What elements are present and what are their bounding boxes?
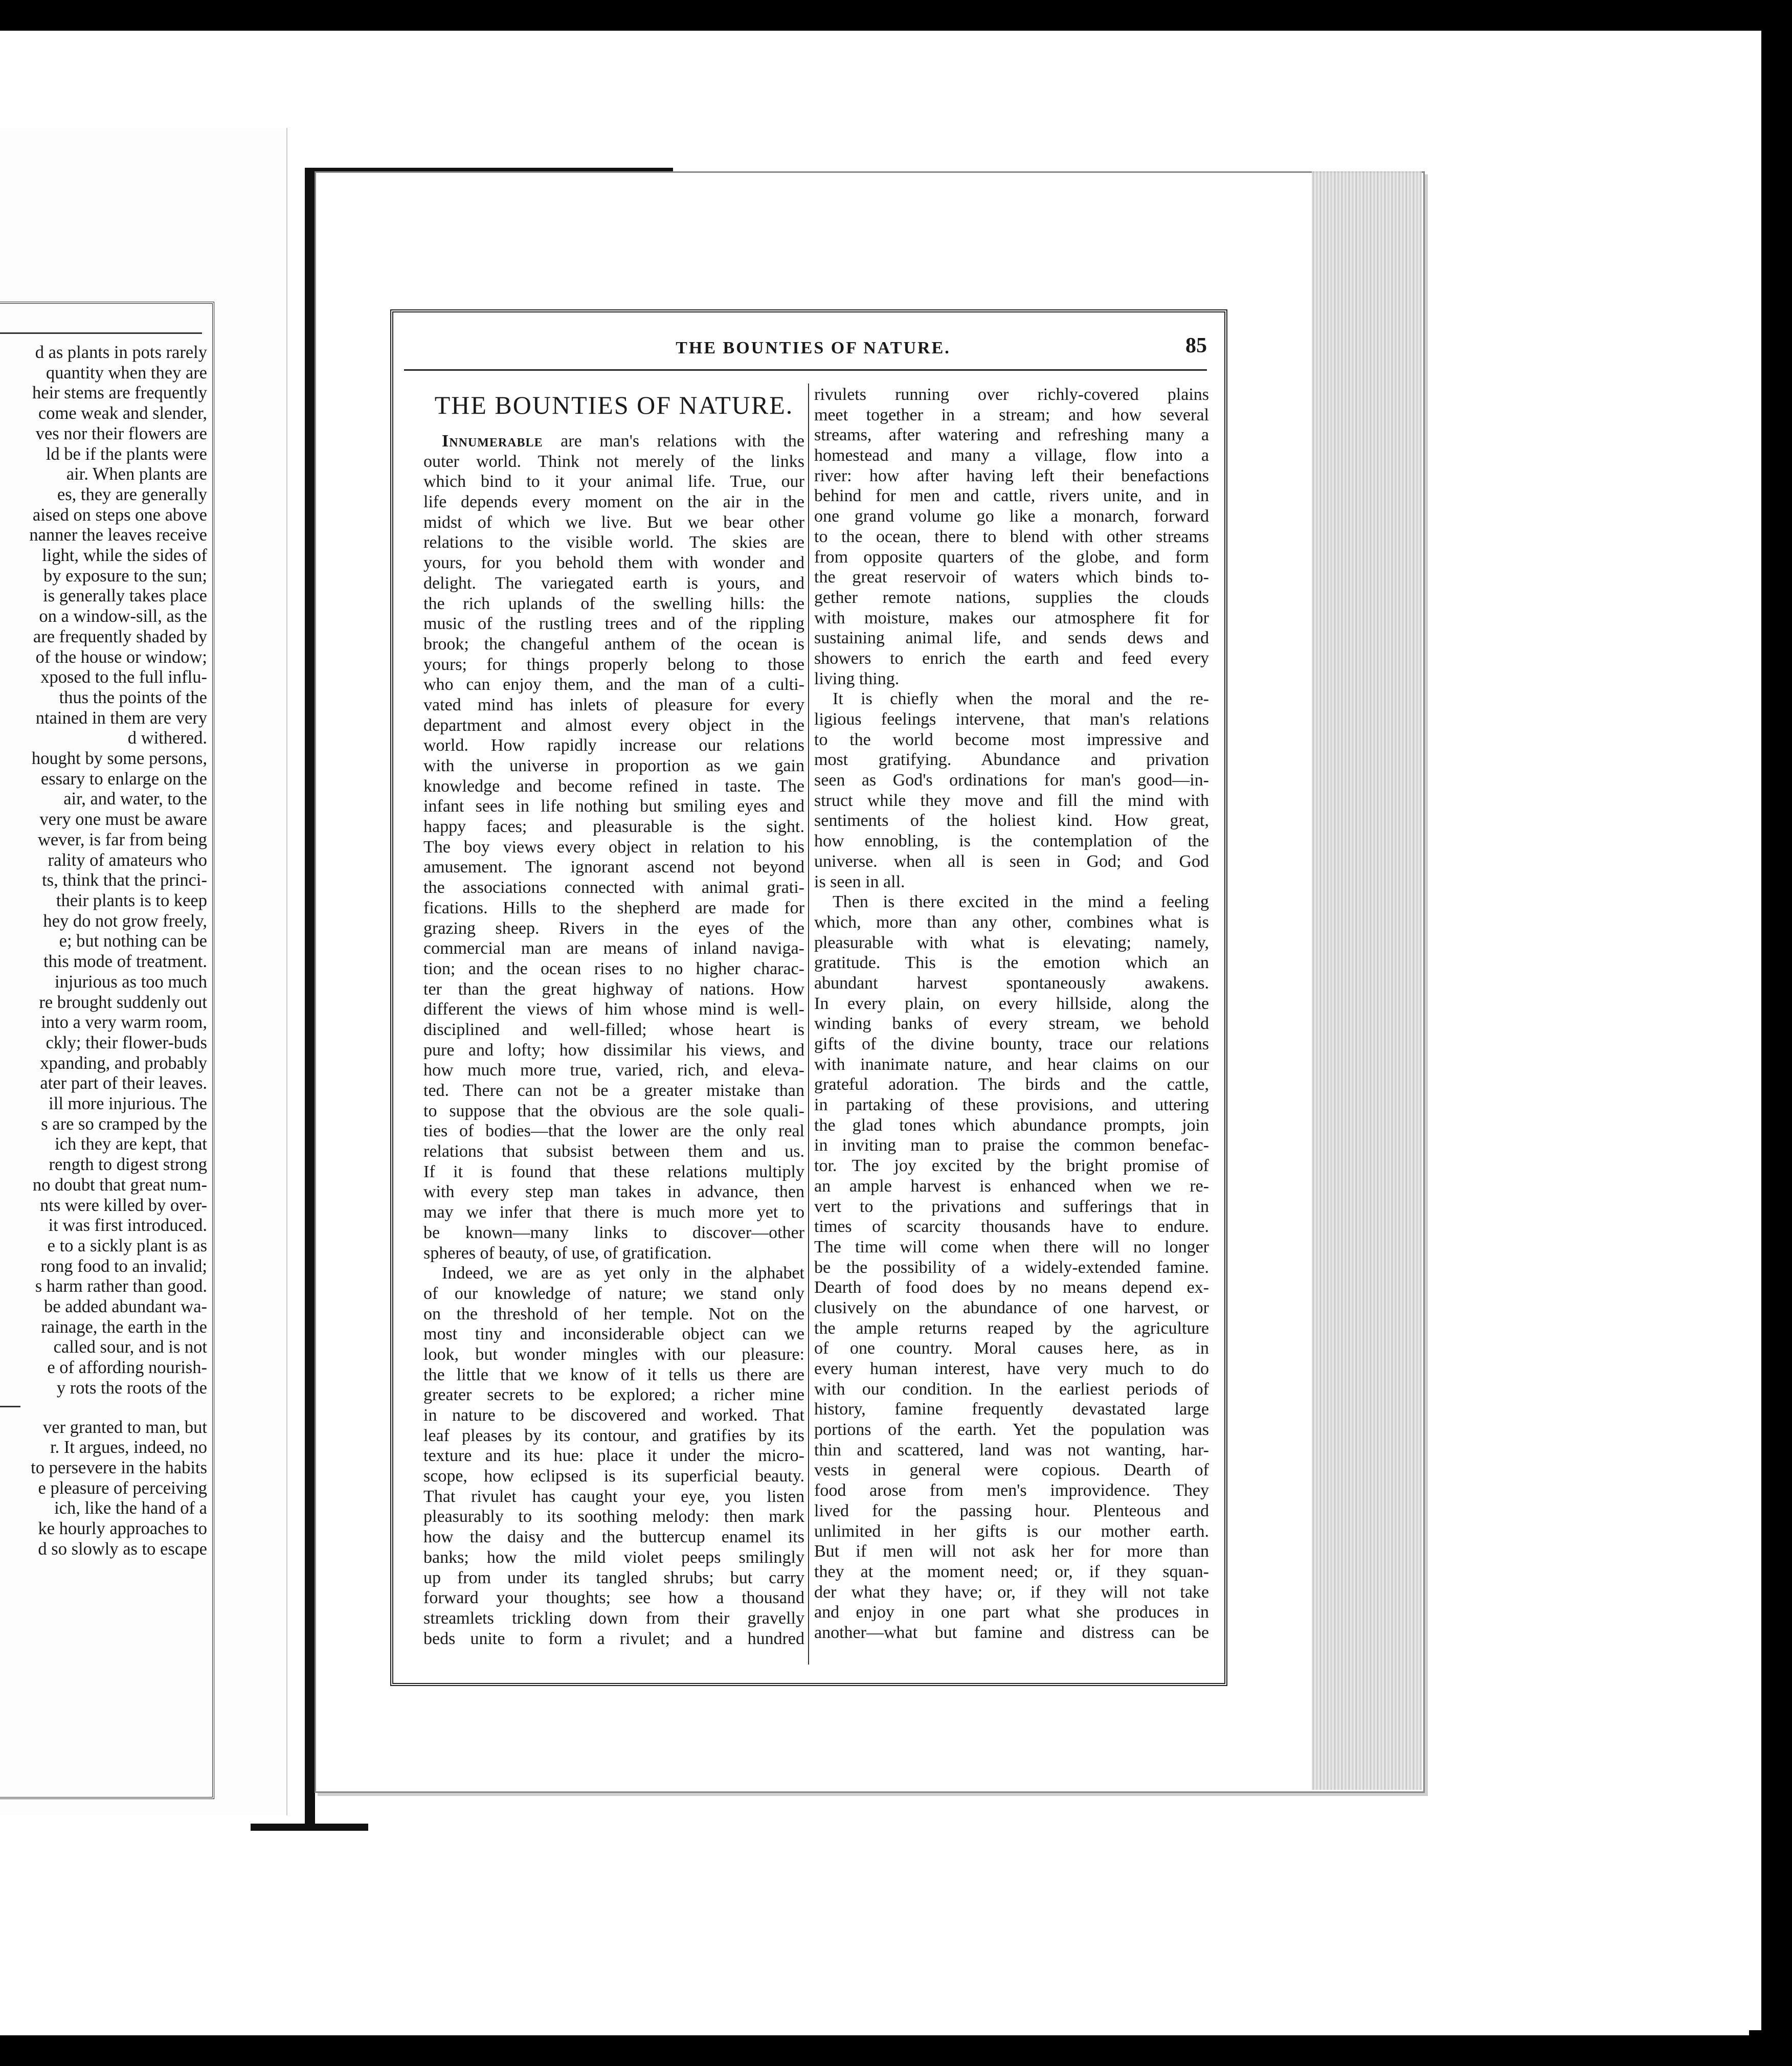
- text-line: times of scarcity thousands have to endure.: [814, 1217, 1209, 1237]
- text-line: sentiments of the holiest kind. How great,: [814, 811, 1209, 830]
- text-line: to persevere in the habits: [31, 1457, 207, 1477]
- text-line: called sour, and is not: [53, 1337, 207, 1357]
- text-line: d withered.: [127, 728, 207, 748]
- text-line: disciplined and well-filled; whose heart is: [423, 1020, 804, 1039]
- text-line: they at the moment need; or, if they squan-: [814, 1562, 1209, 1581]
- text-line: rality of amateurs who: [48, 850, 207, 870]
- text-line: vests in general were copious. Dearth of: [814, 1461, 1209, 1480]
- text-line: If it is found that these relations multiply: [423, 1162, 804, 1181]
- text-line: music of the rustling trees and of the rippling: [423, 614, 804, 634]
- text-line: lived for the passing hour. Plenteous and: [814, 1501, 1209, 1520]
- text-line: pleasurable with what is elevating; namely,: [814, 933, 1209, 952]
- text-line: relations to the visible world. The skies are: [423, 533, 804, 552]
- text-line: the rich uplands of the swelling hills: the: [423, 594, 804, 613]
- text-line: In every plain, on every hillside, along the: [814, 994, 1209, 1013]
- text-line: portions of the earth. Yet the population was: [814, 1420, 1209, 1440]
- facing-page-text-column: [0, 343, 207, 1785]
- text-line: is seen in all.: [814, 872, 905, 891]
- text-line: most gratifying. Abundance and privation: [814, 750, 1209, 770]
- text-line: leaf pleases by its contour, and gratifies by its: [423, 1426, 804, 1445]
- facing-page-left: [0, 128, 287, 1815]
- scan-border-top: [0, 0, 1792, 31]
- facing-page-head-rule: [0, 332, 202, 334]
- scan-border-bottom: [0, 2035, 1792, 2066]
- text-line: grateful adoration. The birds and the cattle,: [814, 1075, 1209, 1094]
- text-line: from opposite quarters of the globe, and form: [814, 547, 1209, 567]
- text-line: amusement. The ignorant ascend not beyond: [423, 858, 804, 877]
- text-line: pleasurably to its soothing melody: then mark: [423, 1507, 804, 1526]
- text-line: ts, think that the princi-: [42, 870, 207, 890]
- text-line: which bind to it your animal life. True, our: [423, 472, 804, 491]
- text-line: grazing sheep. Rivers in the eyes of the: [423, 918, 804, 938]
- text-line: thus the points of the: [59, 687, 207, 707]
- text-line: ich they are kept, that: [55, 1134, 207, 1154]
- lead-word: Innumerable: [442, 432, 543, 451]
- text-line: the associations connected with animal grati-: [423, 878, 804, 897]
- text-line: history, famine frequently devastated large: [814, 1400, 1209, 1419]
- text-column-right: [814, 385, 1209, 1663]
- text-line: scope, how eclipsed is its superficial beauty.: [423, 1467, 804, 1486]
- text-line: different the views of him whose mind is well-: [423, 1000, 804, 1019]
- text-line: who can enjoy them, and the man of a culti-: [423, 675, 804, 694]
- text-line: es, they are generally: [57, 484, 207, 504]
- page-number: 85: [1185, 334, 1207, 357]
- text-line: the ample returns reaped by the agriculture: [814, 1318, 1209, 1338]
- text-line: life depends every moment on the air in the: [423, 492, 804, 512]
- text-line: But if men will not ask her for more than: [814, 1542, 1209, 1561]
- text-line: hey do not grow freely,: [43, 911, 207, 931]
- text-line: ligious feelings intervene, that man's relations: [814, 710, 1209, 729]
- text-line: d so slowly as to escape: [38, 1539, 207, 1559]
- text-line: ill more injurious. The: [49, 1094, 207, 1114]
- text-line: quantity when they are: [46, 363, 207, 383]
- text-line: It is chiefly when the moral and the re-: [833, 689, 1209, 709]
- text-line: tor. The joy excited by the bright promise of: [814, 1156, 1209, 1176]
- text-line: banks; how the mild violet peeps smilingly: [423, 1547, 804, 1567]
- text-line: yours, for you behold them with wonder and: [423, 553, 804, 573]
- scan-border-corner: [1749, 2030, 1792, 2066]
- text-line: how the daisy and the buttercup enamel its: [423, 1528, 804, 1547]
- text-line: fications. Hills to the shepherd are made for: [423, 898, 804, 917]
- text-line: r. It argues, indeed, no: [50, 1438, 207, 1457]
- text-line: greater secrets to be explored; a richer mine: [423, 1385, 804, 1405]
- text-line: another—what but famine and distress can be: [814, 1623, 1209, 1642]
- article-title: THE BOUNTIES OF NATURE.: [434, 391, 794, 419]
- text-line: be the possibility of a widely-extended famine.: [814, 1257, 1209, 1277]
- text-line: ntained in them are very: [35, 708, 207, 728]
- text-line: with the universe in proportion as we gain: [423, 756, 804, 775]
- text-line: tion; and the ocean rises to no higher charac-: [423, 959, 804, 978]
- text-line: The boy views every object in relation to his: [423, 837, 804, 857]
- text-line: the little that we know of it tells us there are: [423, 1365, 804, 1384]
- text-line: is generally takes place: [43, 586, 207, 606]
- text-line: an ample harvest is enhanced when we re-: [814, 1176, 1209, 1196]
- running-head: THE BOUNTIES OF NATURE.: [676, 339, 951, 357]
- text-line: spheres of beauty, of use, of gratification.: [423, 1243, 712, 1263]
- text-line: world. How rapidly increase our relations: [423, 736, 804, 755]
- page-edges-stack: [1312, 171, 1422, 1790]
- text-line: behind for men and cattle, rivers unite, and in: [814, 486, 1209, 506]
- text-line: texture and its hue: place it under the micro-: [423, 1446, 804, 1466]
- text-line: infant sees in life nothing but smiling eyes and: [423, 797, 804, 816]
- text-line: to suppose that the obvious are the sole quali-: [423, 1101, 804, 1120]
- text-line: knowledge and become refined in taste. The: [423, 776, 804, 796]
- binding-bottom-edge: [251, 1824, 368, 1831]
- text-line: beds unite to form a rivulet; and a hundred: [423, 1629, 804, 1648]
- text-line: hought by some persons,: [31, 749, 207, 769]
- text-line: ter than the great highway of nations. How: [423, 979, 804, 999]
- text-line: ld be if the plants were: [46, 444, 207, 464]
- text-line: Dearth of food does by no means depend ex-: [814, 1278, 1209, 1297]
- text-line: come weak and slender,: [38, 403, 207, 423]
- text-line: may we infer that there is much more yet to: [423, 1203, 804, 1222]
- text-line: That rivulet has caught your eye, you listen: [423, 1487, 804, 1506]
- text-line: sustaining animal life, and sends dews and: [814, 628, 1209, 648]
- text-line: with our condition. In the earliest periods of: [814, 1379, 1209, 1399]
- text-line: are frequently shaded by: [33, 626, 207, 646]
- text-line: the glad tones which abundance prompts, join: [814, 1115, 1209, 1135]
- column-divider: [808, 384, 809, 1665]
- text-line: pure and lofty; how dissimilar his views, and: [423, 1040, 804, 1060]
- text-line: living thing.: [814, 669, 900, 688]
- text-line: meet together in a stream; and how several: [814, 405, 1209, 424]
- text-line: d as plants in pots rarely: [35, 343, 207, 362]
- text-line: streams, after watering and refreshing many a: [814, 425, 1209, 445]
- text-line: no doubt that great num-: [32, 1175, 207, 1195]
- text-line: of the house or window;: [35, 647, 207, 667]
- text-line: up from under its tangled shrubs; but carry: [423, 1568, 804, 1587]
- text-line: how much more true, varied, rich, and eleva-: [423, 1061, 804, 1080]
- text-line: in nature to be discovered and worked. That: [423, 1406, 804, 1425]
- text-line: with moisture, makes our atmosphere fit for: [814, 608, 1209, 627]
- text-line: how ennobling, is the contemplation of the: [814, 832, 1209, 851]
- section-divider: [0, 1406, 20, 1407]
- text-line: food arose from men's improvidence. They: [814, 1481, 1209, 1500]
- text-line: [423, 431, 804, 452]
- text-line: commercial man are means of inland naviga-: [423, 939, 804, 958]
- text-line: ckly; their flower-buds: [46, 1032, 207, 1052]
- text-line: aised on steps one above: [32, 505, 207, 525]
- text-line: ich, like the hand of a: [54, 1498, 207, 1518]
- text-line: injurious as too much: [54, 972, 207, 992]
- header-rule: [404, 369, 1207, 371]
- text-line: winding banks of every stream, we behold: [814, 1014, 1209, 1034]
- text-line: s are so cramped by the: [41, 1114, 207, 1134]
- text-line: happy faces; and pleasurable is the sight.: [423, 817, 804, 837]
- text-line: it was first introduced.: [48, 1216, 207, 1236]
- text-line: e pleasure of perceiving: [38, 1478, 207, 1498]
- text-line: y rots the roots of the: [56, 1378, 207, 1398]
- text-line: Indeed, we are as yet only in the alphabet: [442, 1264, 804, 1283]
- text-line: xpanding, and probably: [40, 1053, 207, 1073]
- text-line: look, but wonder mingles with our pleasure:: [423, 1344, 804, 1364]
- text-line: ke hourly approaches to: [38, 1519, 207, 1539]
- text-line: by exposure to the sun;: [43, 566, 207, 586]
- text-line: river: how after having left their benefactions: [814, 466, 1209, 485]
- text-line: midst of which we live. But we bear other: [423, 512, 804, 532]
- text-line: one grand volume go like a monarch, forward: [814, 507, 1209, 526]
- text-line: rainage, the earth in the: [41, 1317, 207, 1337]
- text-line: essary to enlarge on the: [40, 769, 207, 789]
- text-line: which, more than any other, combines what is: [814, 912, 1209, 932]
- text-line: ted. There can not be a greater mistake than: [423, 1081, 804, 1100]
- text-line: nanner the leaves receive: [29, 525, 207, 545]
- text-line: e; but nothing can be: [59, 931, 207, 951]
- text-line: on a window-sill, as the: [39, 607, 207, 626]
- text-line: vert to the privations and sufferings that in: [814, 1197, 1209, 1216]
- text-line: to the ocean, there to blend with other streams: [814, 527, 1209, 546]
- text-line: thin and scattered, land was not wanting, har-: [814, 1440, 1209, 1459]
- text-line: rivulets running over richly-covered plains: [814, 385, 1209, 404]
- text-line: of our knowledge of nature; we stand only: [423, 1284, 804, 1303]
- text-line: vated mind has inlets of pleasure for every: [423, 695, 804, 714]
- text-line: homestead and many a village, flow into a: [814, 446, 1209, 465]
- text-line: universe. when all is seen in God; and God: [814, 851, 1209, 871]
- text-line: e to a sickly plant is as: [47, 1236, 207, 1255]
- text-line: brook; the changeful anthem of the ocean is: [423, 634, 804, 654]
- text-line: to the world become most impressive and: [814, 730, 1209, 749]
- text-line: ver granted to man, but: [43, 1417, 207, 1437]
- text-line: rong food to an invalid;: [40, 1256, 207, 1276]
- text-line: on the threshold of her temple. Not on the: [423, 1304, 804, 1323]
- text-line: abundant harvest spontaneously awakens.: [814, 973, 1209, 993]
- text-line: relations that subsist between them and us.: [423, 1142, 804, 1161]
- text-line: clusively on the abundance of one harvest, or: [814, 1298, 1209, 1317]
- text-line: nts were killed by over-: [40, 1195, 207, 1215]
- text-line: rength to digest strong: [49, 1155, 207, 1175]
- text-column-left: [423, 431, 804, 1664]
- lead-line-rest: are man's relations with the: [543, 432, 804, 451]
- text-line: e of affording nourish-: [47, 1358, 207, 1378]
- text-line: Then is there excited in the mind a feeling: [833, 892, 1209, 912]
- text-line: of one country. Moral causes here, as in: [814, 1339, 1209, 1358]
- text-line: seen as God's ordinations for man's good—in-: [814, 771, 1209, 790]
- text-line: ves nor their flowers are: [35, 423, 207, 443]
- text-line: most tiny and inconsiderable object can we: [423, 1324, 804, 1344]
- text-line: delight. The variegated earth is yours, and: [423, 573, 804, 593]
- text-line: and enjoy in one part what she produces in: [814, 1603, 1209, 1622]
- text-line: their plants is to keep: [56, 890, 207, 910]
- binding-spine: [305, 168, 315, 1830]
- text-line: with inanimate nature, and hear claims on our: [814, 1054, 1209, 1074]
- text-line: ties of bodies—that the lower are the only real: [423, 1121, 804, 1141]
- text-line: in inviting man to praise the common benefac-: [814, 1136, 1209, 1155]
- text-line: struct while they move and fill the mind with: [814, 791, 1209, 810]
- text-line: der what they have; or, if they will not take: [814, 1582, 1209, 1602]
- text-line: wever, is far from being: [37, 829, 207, 849]
- text-line: unlimited in her gifts is our mother earth.: [814, 1521, 1209, 1541]
- text-line: department and almost every object in the: [423, 715, 804, 735]
- text-line: gether remote nations, supplies the clouds: [814, 588, 1209, 607]
- text-line: showers to enrich the earth and feed every: [814, 648, 1209, 668]
- text-line: heir stems are frequently: [32, 383, 207, 403]
- text-line: s harm rather than good.: [35, 1276, 207, 1296]
- text-line: be known—many links to discover—other: [423, 1223, 804, 1242]
- text-line: xposed to the full influ-: [40, 667, 207, 687]
- text-line: The time will come when there will no longer: [814, 1237, 1209, 1256]
- text-line: with every step man takes in advance, then: [423, 1182, 804, 1202]
- text-line: gratitude. This is the emotion which an: [814, 953, 1209, 973]
- text-line: streamlets trickling down from their gravelly: [423, 1608, 804, 1628]
- text-line: very one must be aware: [39, 810, 207, 829]
- text-line: be added abundant wa-: [44, 1297, 207, 1317]
- text-line: every human interest, have very much to do: [814, 1359, 1209, 1378]
- text-line: air. When plants are: [66, 464, 207, 484]
- scan-border-right: [1761, 0, 1792, 2066]
- text-line: forward your thoughts; see how a thousand: [423, 1588, 804, 1608]
- text-line: this mode of treatment.: [43, 952, 207, 972]
- text-line: re brought suddenly out: [39, 992, 207, 1012]
- text-line: air, and water, to the: [63, 789, 207, 809]
- text-line: outer world. Think not merely of the links: [423, 452, 804, 471]
- text-line: in partaking of these provisions, and uttering: [814, 1095, 1209, 1115]
- text-line: gifts of the divine bounty, trace our relations: [814, 1035, 1209, 1053]
- text-line: yours; for things properly belong to those: [423, 655, 804, 674]
- text-line: into a very warm room,: [41, 1013, 207, 1032]
- text-line: the great reservoir of waters which binds to-: [814, 568, 1209, 587]
- text-line: ater part of their leaves.: [40, 1073, 207, 1093]
- text-line: light, while the sides of: [42, 546, 207, 566]
